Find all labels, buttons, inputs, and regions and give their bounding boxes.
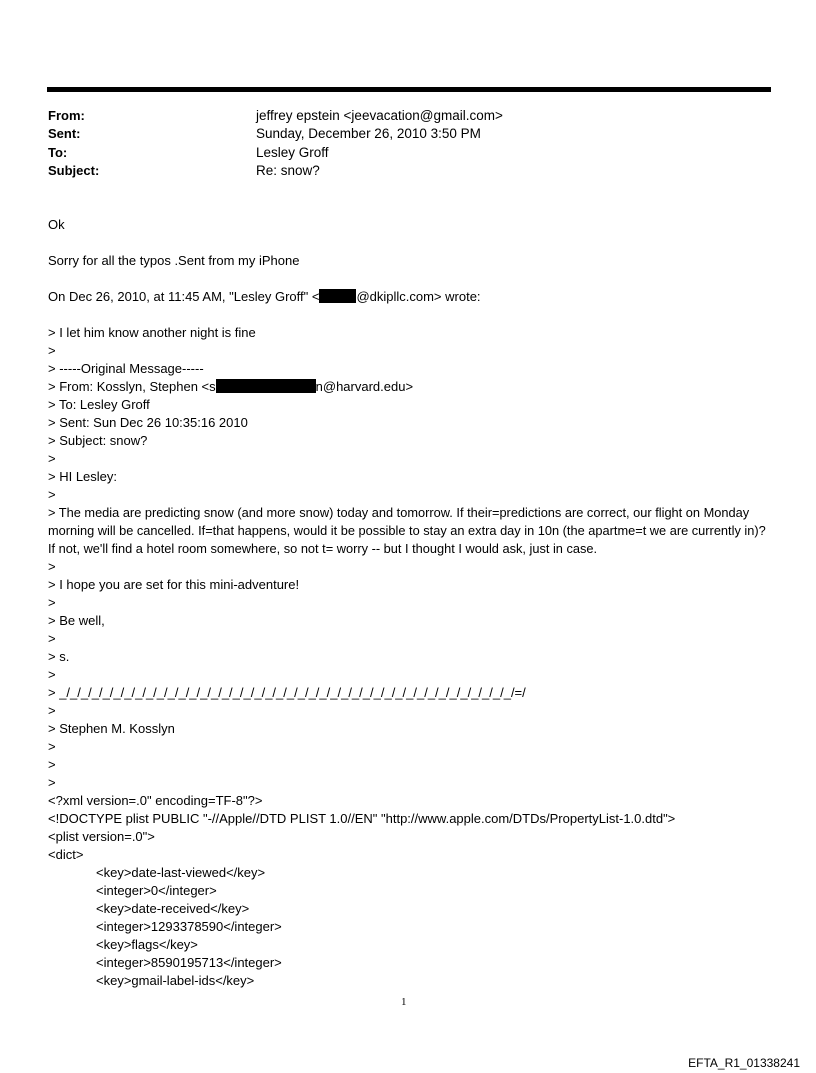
to-label: To: (48, 145, 68, 160)
quoted-sent-line: > Sent: Sun Dec 26 10:35:16 2010 (48, 415, 248, 430)
sent-value: Sunday, December 26, 2010 3:50 PM (256, 126, 481, 141)
xml-line: <!DOCTYPE plist PUBLIC "-//Apple//DTD PLIST 1.0//EN" "http://www.apple.com/DTDs/PropertyList-1.0.dtd"> (48, 811, 676, 826)
original-message-line: > -----Original Message----- (48, 361, 204, 376)
xml-line: <dict> (48, 847, 84, 862)
document-id: EFTA_R1_01338241 (688, 1056, 800, 1070)
quoted-from-suffix: n@harvard.edu> (315, 379, 414, 394)
message-paragraph: > The media are predicting snow (and more snow) today and tomorrow. If their=predictions are correct, our flight on Monday morning will be cancelled. If=that happens, would it be possible to stay an extra day in 10n (the apartme=t we are currently in)? If not, we'll find a hotel room somewhere, so not t= worry -- but I thought I would ask, just in case. (48, 505, 766, 556)
xml-line: <integer>8590195713</integer> (96, 955, 282, 970)
quote-marker: > (48, 739, 56, 754)
xml-line: <plist version=.0"> (48, 829, 155, 844)
signature-line: > Stephen M. Kosslyn (48, 721, 175, 736)
xml-line: <?xml version=.0" encoding=TF-8"?> (48, 793, 263, 808)
redaction-box (319, 289, 356, 303)
subject-label: Subject: (48, 163, 100, 178)
page-number: 1 (401, 996, 407, 1008)
quote-marker: > (48, 775, 56, 790)
quote-marker: > (48, 451, 56, 466)
reply-ok: Ok (48, 217, 65, 232)
xml-line: <key>date-received</key> (96, 901, 250, 916)
hope-line: > I hope you are set for this mini-adventure! (48, 577, 300, 592)
sent-label: Sent: (48, 126, 81, 141)
quote-marker: > (48, 667, 56, 682)
greeting-line: > HI Lesley: (48, 469, 118, 484)
wrote-line (48, 288, 778, 306)
sent-from-iphone: Sorry for all the typos .Sent from my iPhone (48, 253, 300, 268)
to-value: Lesley Groff (256, 145, 329, 160)
closing-line: > Be well, (48, 613, 105, 628)
subject-value: Re: snow? (256, 163, 320, 178)
xml-line: <integer>0</integer> (96, 883, 217, 898)
quote-marker: > (48, 487, 56, 502)
quoted-from-prefix: > From: Kosslyn, Stephen <s (48, 379, 216, 394)
initial-line: > s. (48, 649, 70, 664)
separator-line: > _/_/_/_/_/_/_/_/_/_/_/_/_/_/_/_/_/_/_/_/_/_/_/_/_/_/_/_/_/_/_/_/_/_/_/_/_/_/_/_/_/_/=/ (48, 685, 526, 700)
quote-marker: > (48, 703, 56, 718)
xml-line: <key>flags</key> (96, 937, 198, 952)
xml-line: <integer>1293378590</integer> (96, 919, 282, 934)
redaction-box (216, 379, 316, 393)
quoted-line: > I let him know another night is fine (48, 325, 256, 340)
xml-line: <key>date-last-viewed</key> (96, 865, 266, 880)
quote-marker: > (48, 631, 56, 646)
wrote-prefix: On Dec 26, 2010, at 11:45 AM, "Lesley Groff" < (48, 289, 320, 304)
wrote-suffix: @dkipllc.com> wrote: (356, 289, 481, 304)
quote-marker: > (48, 343, 56, 358)
xml-line: <key>gmail-label-ids</key> (96, 973, 255, 988)
quoted-to-line: > To: Lesley Groff (48, 397, 150, 412)
quoted-subject-line: > Subject: snow? (48, 433, 148, 448)
quote-marker: > (48, 757, 56, 772)
quote-marker: > (48, 595, 56, 610)
from-value: jeffrey epstein <jeevacation@gmail.com> (256, 108, 503, 123)
from-label: From: (48, 108, 85, 123)
quoted-from-line (48, 378, 778, 396)
quote-marker: > (48, 559, 56, 574)
header-rule (47, 87, 771, 92)
